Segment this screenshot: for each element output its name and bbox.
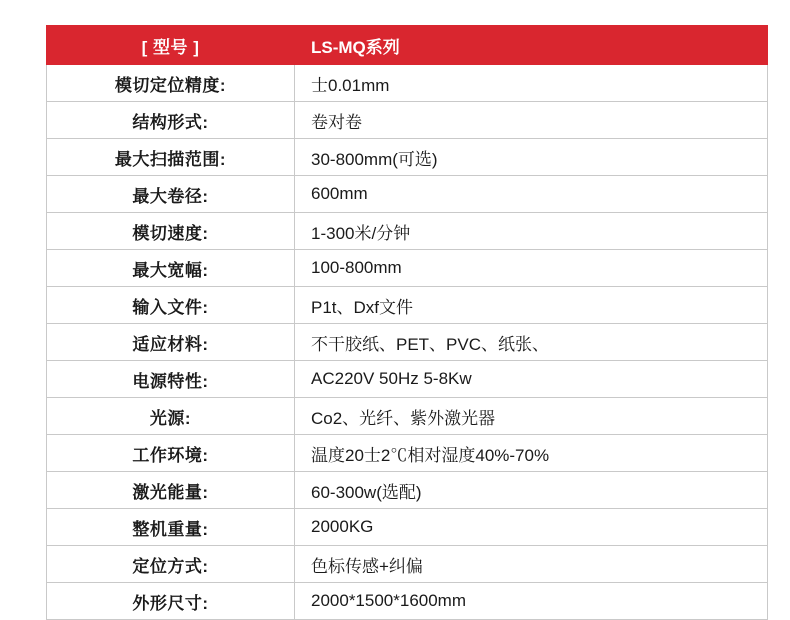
row-value: Co2、光纤、紫外激光器 xyxy=(295,398,768,435)
row-value: 卷对卷 xyxy=(295,102,768,139)
table-row xyxy=(47,65,768,102)
table-row xyxy=(47,213,768,250)
table-row xyxy=(47,324,768,361)
table-row xyxy=(47,139,768,176)
row-label: 结构形式: xyxy=(47,102,295,139)
row-value: 30-800mm(可选) xyxy=(295,139,768,176)
row-label: 外形尺寸: xyxy=(47,583,295,620)
row-label: 工作环境: xyxy=(47,435,295,472)
row-value: 不干胶纸、PET、PVC、纸张、 xyxy=(295,324,768,361)
table-header-value: LS-MQ系列 xyxy=(295,26,768,65)
row-value: 2000KG xyxy=(295,509,768,546)
table-row xyxy=(47,398,768,435)
table-row xyxy=(47,472,768,509)
row-value: 1-300米/分钟 xyxy=(295,213,768,250)
row-value: P1t、Dxf文件 xyxy=(295,287,768,324)
row-label: 电源特性: xyxy=(47,361,295,398)
row-label: 整机重量: xyxy=(47,509,295,546)
row-value: 士0.01mm xyxy=(295,65,768,102)
row-label: 模切速度: xyxy=(47,213,295,250)
row-value: AC220V 50Hz 5-8Kw xyxy=(295,361,768,398)
table-row xyxy=(47,102,768,139)
row-label: 输入文件: xyxy=(47,287,295,324)
table-row xyxy=(47,361,768,398)
table-header-row xyxy=(47,26,768,65)
row-label: 激光能量: xyxy=(47,472,295,509)
row-value: 600mm xyxy=(295,176,768,213)
row-label: 模切定位精度: xyxy=(47,65,295,102)
table-row xyxy=(47,509,768,546)
row-value: 60-300w(选配) xyxy=(295,472,768,509)
table-row xyxy=(47,176,768,213)
row-label: 最大扫描范围: xyxy=(47,139,295,176)
row-value: 100-800mm xyxy=(295,250,768,287)
row-label: 适应材料: xyxy=(47,324,295,361)
row-label: 光源: xyxy=(47,398,295,435)
table-row xyxy=(47,546,768,583)
row-label: 最大宽幅: xyxy=(47,250,295,287)
table-row xyxy=(47,583,768,620)
table-row xyxy=(47,287,768,324)
specification-table-container xyxy=(46,25,746,620)
specification-table xyxy=(46,25,768,620)
row-label: 定位方式: xyxy=(47,546,295,583)
row-value: 温度20士2℃相对湿度40%-70% xyxy=(295,435,768,472)
table-body xyxy=(47,26,768,620)
table-row xyxy=(47,250,768,287)
row-value: 色标传感+纠偏 xyxy=(295,546,768,583)
table-header-label: [ 型号 ] xyxy=(47,26,295,65)
table-row xyxy=(47,435,768,472)
row-value: 2000*1500*1600mm xyxy=(295,583,768,620)
row-label: 最大卷径: xyxy=(47,176,295,213)
